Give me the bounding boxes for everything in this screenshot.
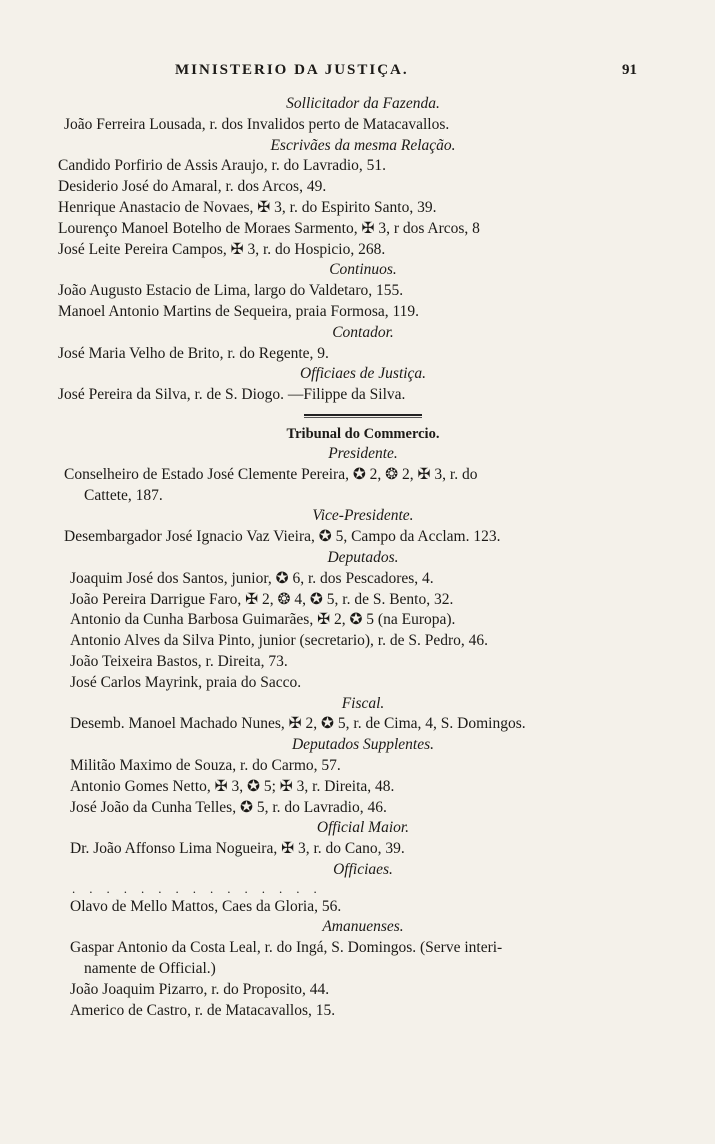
entry-continuo: João Augusto Estacio de Lima, largo do Valdetaro, 155. [58,282,404,300]
section-heading-deputados: Deputados. [327,548,399,566]
entry-solicitador: João Ferreira Lousada, r. dos Invalidos perto de Matacavallos. [64,115,450,133]
section-heading-escrivaes: Escrivães da mesma Relação. [270,136,456,154]
entry-escrivao: Henrique Anastacio de Novaes, ✠ 3, r. do Espirito Santo, 39. [58,198,437,216]
page-body [58,94,668,1021]
entry-escrivao: Candido Porfirio de Assis Araujo, r. do Lavradio, 51. [58,157,387,175]
entry-deputado: Antonio Alves da Silva Pinto, junior (secretario), r. de S. Pedro, 46. [70,632,489,650]
entry-escrivao: Desiderio José do Amaral, r. dos Arcos, 49. [58,178,327,196]
entry-deputado: João Pereira Darrigue Faro, ✠ 2, ❂ 4, ✪ 5, r. de S. Bento, 32. [70,590,454,608]
entry-fiscal: Desemb. Manoel Machado Nunes, ✠ 2, ✪ 5, r. de Cima, 4, S. Domingos. [70,715,526,733]
entry-official: Olavo de Mello Mattos, Caes da Gloria, 56. [70,897,342,915]
section-heading-official-maior: Official Maior. [316,819,410,837]
entry-deputado: José Carlos Mayrink, praia do Sacco. [70,673,302,691]
entry-escrivao: Lourenço Manoel Botelho de Moraes Sarmento, ✠ 3, r dos Arcos, 8 [58,219,480,237]
entry-officiaes-justica: José Pereira da Silva, r. de S. Diogo. —Filippe da Silva. [58,386,406,404]
entry-presidente-continued: Cattete, 187. [84,486,163,504]
section-heading-solicitador: Sollicitador da Fazenda. [286,95,440,112]
entry-amanuense-continued: namente de Official.) [84,960,216,978]
page-number: 91 [622,62,637,78]
section-heading-amanuenses: Amanuenses. [322,918,404,936]
entry-continuo: Manoel Antonio Martins de Sequeira, praia Formosa, 119. [58,302,420,320]
leader-dots: ............... [72,880,331,896]
entry-supplente: Militão Maximo de Souza, r. do Carmo, 57. [70,756,341,774]
page-header [0,62,715,86]
entry-supplente: José João da Cunha Telles, ✪ 5, r. do Lavradio, 46. [70,798,387,816]
entry-deputado: Joaquim José dos Santos, junior, ✪ 6, r. dos Pescadores, 4. [70,569,434,587]
section-heading-vice-presidente: Vice-Presidente. [312,507,414,525]
entry-amanuense: Americo de Castro, r. de Matacavallos, 15. [70,1001,336,1019]
section-heading-continuos: Continuos. [329,261,397,279]
section-heading-contador: Contador. [332,323,394,341]
section-divider [304,414,422,418]
entry-presidente: Conselheiro de Estado José Clemente Pereira, ✪ 2, ❂ 2, ✠ 3, r. do [64,465,478,483]
entry-escrivao: José Leite Pereira Campos, ✠ 3, r. do Hospicio, 268. [58,240,386,258]
entry-deputado: Antonio da Cunha Barbosa Guimarães, ✠ 2, ✪ 5 (na Europa). [70,611,456,629]
tribunal-title: Tribunal do Commercio. [286,425,440,442]
running-head: MINISTERIO DA JUSTIÇA. [175,62,409,78]
section-heading-officiaes-justica: Officiaes de Justiça. [299,365,427,383]
entry-amanuense: João Joaquim Pizarro, r. do Proposito, 44. [70,980,330,998]
entry-deputado: João Teixeira Bastos, r. Direita, 73. [70,652,288,670]
section-heading-supplentes: Deputados Supplentes. [291,736,435,754]
entry-supplente: Antonio Gomes Netto, ✠ 3, ✪ 5; ✠ 3, r. Direita, 48. [70,777,395,795]
entry-official-maior: Dr. João Affonso Lima Nogueira, ✠ 3, r. do Cano, 39. [70,840,405,858]
entry-vice-presidente: Desembargador José Ignacio Vaz Vieira, ✪ 5, Campo da Acclam. 123. [64,528,501,546]
entry-amanuense: Gaspar Antonio da Costa Leal, r. do Ingá, S. Domingos. (Serve interi- [70,939,503,957]
section-heading-fiscal: Fiscal. [341,694,385,712]
section-heading-officiaes: Officiaes. [333,860,393,878]
entry-contador: José Maria Velho de Brito, r. do Regente, 9. [58,344,329,362]
section-heading-presidente: Presidente. [328,444,398,462]
